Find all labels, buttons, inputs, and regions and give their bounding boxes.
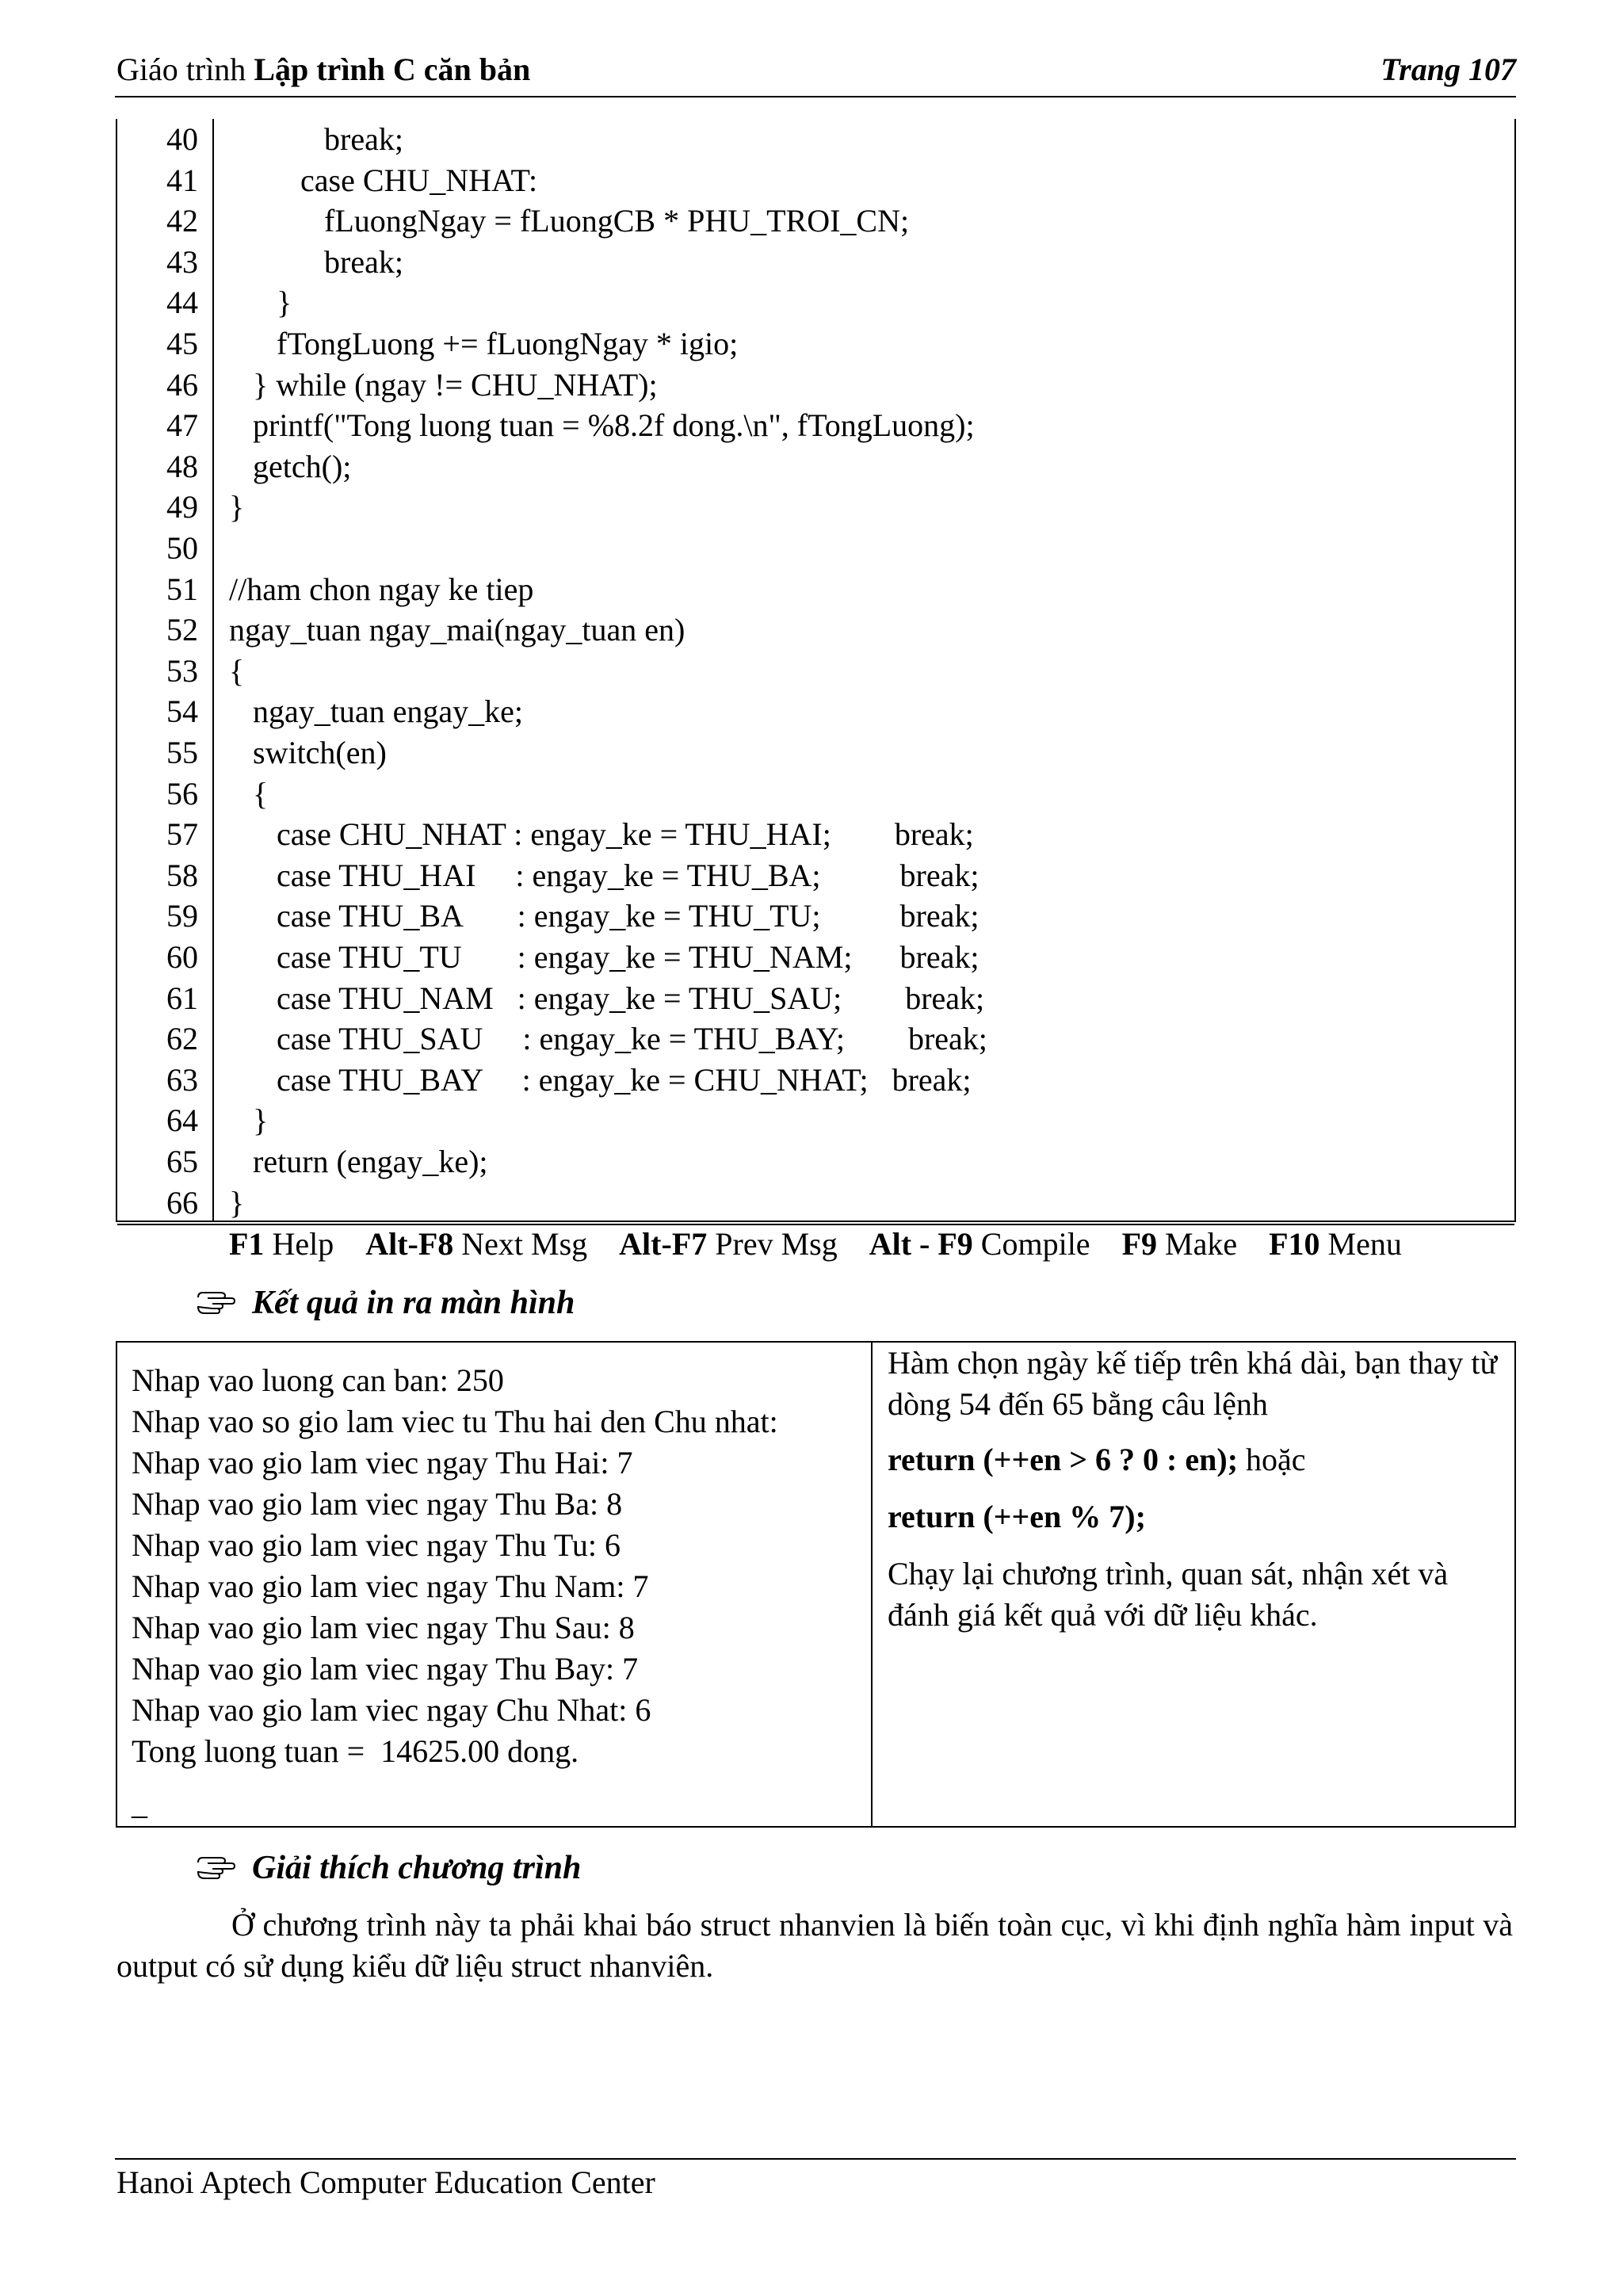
fkey-key: F1 <box>229 1226 265 1262</box>
line-number: 52 <box>166 612 198 648</box>
code-line <box>117 855 1514 896</box>
fkey-label: Menu <box>1319 1226 1402 1262</box>
line-number: 54 <box>166 693 198 730</box>
line-number: 58 <box>166 857 198 893</box>
line-number: 62 <box>166 1021 198 1057</box>
explanation-text: Ở chương trình này ta phải khai báo struct nhanvien là biến toàn cục, vì khi định nghĩa hàm input và output có sử dụng kiểu dữ liệu struct nhanviên. <box>116 1907 1513 1984</box>
output-line: Nhap vao luong can ban: 250 <box>132 1362 504 1398</box>
line-number: 41 <box>166 162 198 198</box>
code-line <box>117 774 1514 815</box>
pointing-hand-icon <box>197 1853 236 1880</box>
fkey-label: Compile <box>972 1226 1090 1262</box>
fkey-label: Make <box>1157 1226 1238 1262</box>
code-line <box>117 201 1514 242</box>
output-line: Nhap vao gio lam viec ngay Thu Nam: 7 <box>132 1568 649 1604</box>
line-number: 64 <box>166 1102 198 1139</box>
line-number: 42 <box>166 203 198 239</box>
code-listing <box>116 119 1516 1262</box>
fkey-label: Next Msg <box>453 1226 588 1262</box>
code-text: } <box>229 1184 245 1221</box>
code-line <box>117 1060 1514 1101</box>
code-line <box>117 119 1514 160</box>
function-key-bar <box>229 1225 1402 1263</box>
code-text: { <box>229 652 245 689</box>
fkey-key: Alt-F7 <box>619 1226 708 1262</box>
code-line <box>117 405 1514 446</box>
note-closing: Chạy lại chương trình, quan sát, nhận xét và đánh giá kết quả với dữ liệu khác. <box>888 1556 1449 1633</box>
code-text: } <box>229 489 245 525</box>
code-line <box>117 1018 1514 1060</box>
code-line <box>117 814 1514 855</box>
line-number: 43 <box>166 243 198 280</box>
code-text: break; <box>229 121 403 157</box>
line-number: 61 <box>166 980 198 1016</box>
fkey-label: Prev Msg <box>707 1226 838 1262</box>
line-number: 49 <box>166 489 198 525</box>
code-line <box>117 651 1514 692</box>
line-number: 50 <box>166 530 198 566</box>
line-number: 63 <box>166 1061 198 1098</box>
output-line: Nhap vao gio lam viec ngay Chu Nhat: 6 <box>132 1692 651 1728</box>
code-line <box>117 528 1514 569</box>
output-line: Nhap vao gio lam viec ngay Thu Ba: 8 <box>132 1486 623 1522</box>
pointing-hand-icon <box>197 1288 236 1315</box>
note-intro: Hàm chọn ngày kế tiếp trên khá dài, bạn thay từ dòng 54 đến 65 bằng câu lệnh <box>888 1345 1498 1422</box>
note-code-2 <box>888 1496 1506 1538</box>
fkey-key: Alt-F8 <box>365 1226 454 1262</box>
note-code-1-text: return (++en > 6 ? 0 : en); <box>888 1442 1239 1477</box>
code-line <box>117 937 1514 978</box>
code-line <box>117 242 1514 283</box>
code-text: printf("Tong luong tuan = %8.2f dong.\n", fTongLuong); <box>229 407 975 444</box>
code-text: switch(en) <box>229 735 387 770</box>
line-number: 65 <box>166 1144 198 1179</box>
line-number: 44 <box>166 285 198 321</box>
output-line: Nhap vao so gio lam viec tu Thu hai den Chu nhat: <box>132 1404 778 1439</box>
code-line <box>117 1141 1514 1182</box>
footer-rule <box>115 2158 1516 2160</box>
code-text: } <box>229 1102 269 1139</box>
code-line <box>117 978 1514 1019</box>
output-line: Nhap vao gio lam viec ngay Thu Sau: 8 <box>132 1610 635 1645</box>
footer-text: Hanoi Aptech Computer Education Center <box>116 2164 655 2200</box>
code-text: fLuongNgay = fLuongCB * PHU_TROI_CN; <box>229 203 910 239</box>
code-text: ngay_tuan ngay_mai(ngay_tuan en) <box>229 612 685 648</box>
line-number: 60 <box>166 939 198 975</box>
output-line: Nhap vao gio lam viec ngay Thu Bay: 7 <box>132 1651 639 1687</box>
explanation-heading: Giải thích chương trình <box>252 1850 582 1886</box>
code-line <box>117 1182 1514 1224</box>
line-number: 47 <box>166 407 198 444</box>
output-line: Tong luong tuan = 14625.00 dong. <box>132 1733 579 1769</box>
fkey-key: F9 <box>1121 1226 1157 1262</box>
explanation-paragraph <box>116 1904 1513 1987</box>
code-line <box>117 365 1514 406</box>
code-text: fTongLuong += fLuongNgay * igio; <box>229 326 739 361</box>
line-number: 45 <box>166 326 198 361</box>
code-text: case THU_TU : engay_ke = THU_NAM; break; <box>229 939 980 975</box>
code-line <box>117 1100 1514 1141</box>
result-heading: Kết quả in ra màn hình <box>252 1285 575 1321</box>
code-text: break; <box>229 243 403 280</box>
header-prefix: Giáo trình <box>116 52 254 87</box>
code-text: case THU_BA : engay_ke = THU_TU; break; <box>229 898 980 934</box>
line-number: 59 <box>166 898 198 934</box>
code-text: return (engay_ke); <box>229 1144 488 1179</box>
note-code-1 <box>888 1439 1506 1480</box>
code-line <box>117 487 1514 528</box>
code-text: case THU_NAM : engay_ke = THU_SAU; break; <box>229 980 985 1016</box>
note-code-2-text: return (++en % 7); <box>888 1499 1146 1534</box>
line-number: 51 <box>166 571 198 607</box>
code-text: } <box>229 285 292 321</box>
code-line <box>117 282 1514 323</box>
code-text: case THU_SAU : engay_ke = THU_BAY; break; <box>229 1021 987 1057</box>
fkey-label: Help <box>264 1226 334 1262</box>
line-number: 66 <box>166 1184 198 1221</box>
code-line <box>117 446 1514 487</box>
output-table <box>116 1341 1516 1828</box>
output-column-separator <box>871 1343 873 1826</box>
code-line <box>117 609 1514 651</box>
code-line <box>117 160 1514 201</box>
code-line <box>117 569 1514 610</box>
code-text: case THU_HAI : engay_ke = THU_BA; break; <box>229 857 980 893</box>
code-text: case CHU_NHAT : engay_ke = THU_HAI; break; <box>229 816 974 853</box>
code-text: } while (ngay != CHU_NHAT); <box>229 366 658 403</box>
line-number: 40 <box>166 121 198 157</box>
code-line <box>117 691 1514 732</box>
code-line <box>117 323 1514 365</box>
header-book: Lập trình C căn bản <box>254 52 531 87</box>
header-book-title <box>116 51 530 88</box>
header-page-number: Trang 107 <box>1381 52 1516 87</box>
line-number: 53 <box>166 652 198 689</box>
output-line: _ <box>132 1786 147 1821</box>
output-line: Nhap vao gio lam viec ngay Thu Tu: 6 <box>132 1527 621 1563</box>
line-number: 57 <box>166 816 198 853</box>
code-line <box>117 896 1514 937</box>
note-code-1-suffix: hoặc <box>1238 1442 1306 1477</box>
code-line <box>117 732 1514 774</box>
code-text: case CHU_NHAT: <box>229 162 538 198</box>
code-text: case THU_BAY : engay_ke = CHU_NHAT; break; <box>229 1061 972 1098</box>
code-text: { <box>229 775 269 812</box>
line-number: 48 <box>166 448 198 484</box>
code-text: //ham chon ngay ke tiep <box>229 571 534 607</box>
line-number: 55 <box>166 735 198 770</box>
line-number: 46 <box>166 366 198 403</box>
code-text: getch(); <box>229 448 352 484</box>
fkey-key: Alt - F9 <box>869 1226 973 1262</box>
line-number: 56 <box>166 775 198 812</box>
output-line: Nhap vao gio lam viec ngay Thu Hai: 7 <box>132 1445 633 1480</box>
fkey-key: F10 <box>1269 1226 1320 1262</box>
code-text: ngay_tuan engay_ke; <box>229 693 523 730</box>
header-rule <box>115 96 1516 97</box>
